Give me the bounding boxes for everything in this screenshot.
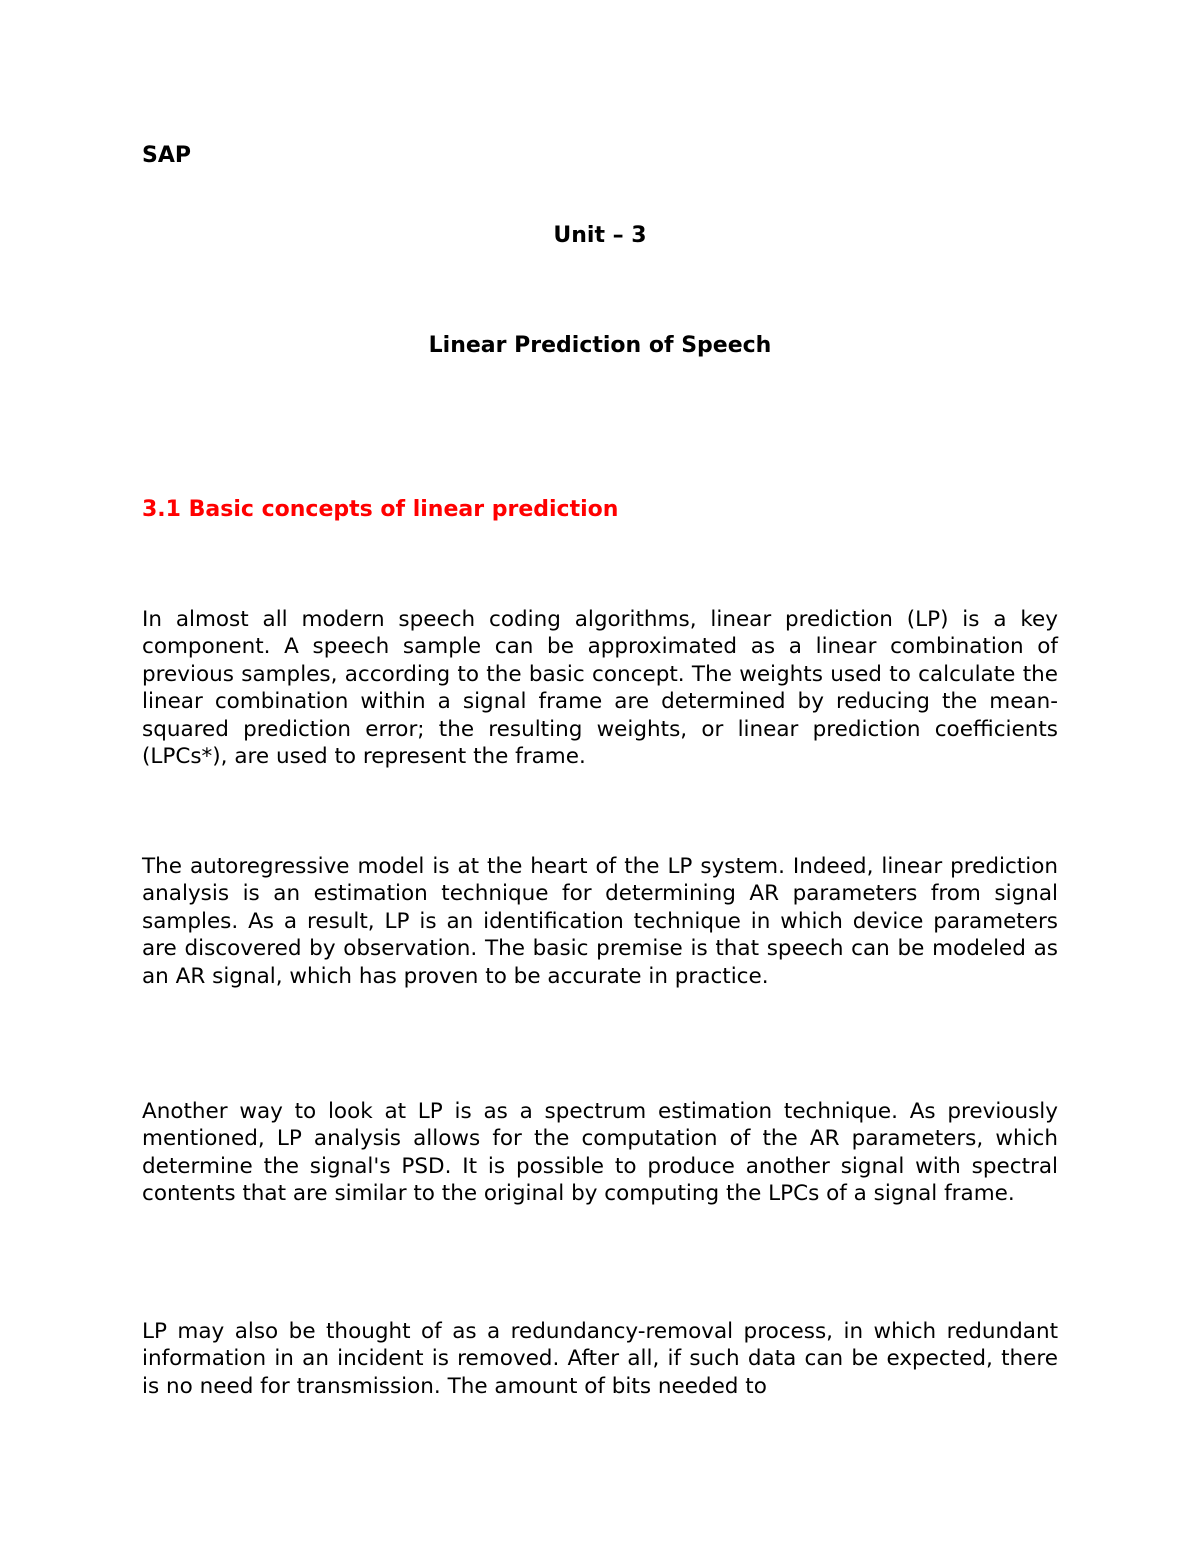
paragraph-1: In almost all modern speech coding algorithms, linear prediction (LP) is a key component. A speech sample can be approximated as a linear combination of previous samples, according to the basic concept. The weights used to calculate the linear combination within a signal frame are determined by reducing the mean-squared prediction error; the resulting weights, or linear prediction coefficients (LPCs*), are used to represent the frame. (142, 607, 1058, 770)
paragraph-3: Another way to look at LP is as a spectrum estimation technique. As previously mentioned, LP analysis allows for the computation of the AR parameters, which determine the signal's PSD. It is possible to produce another signal with spectral contents that are similar to the original by computing the LPCs of a signal frame. (142, 1099, 1058, 1207)
document-label: SAP (142, 143, 191, 168)
paragraph-4: LP may also be thought of as a redundancy-removal process, in which redundant information in an incident is removed. After all, if such data can be expected, there is no need for transmission. The amount of bits needed to (142, 1319, 1058, 1399)
section-heading: 3.1 Basic concepts of linear prediction (142, 497, 619, 522)
paragraph-2: The autoregressive model is at the heart of the LP system. Indeed, linear prediction analysis is an estimation technique for determining AR parameters from signal samples. As a result, LP is an identification technique in which device parameters are discovered by observation. The basic premise is that speech can be modeled as an AR signal, which has proven to be accurate in practice. (142, 854, 1058, 989)
page-title: Linear Prediction of Speech (428, 333, 772, 358)
unit-heading: Unit – 3 (553, 223, 647, 248)
